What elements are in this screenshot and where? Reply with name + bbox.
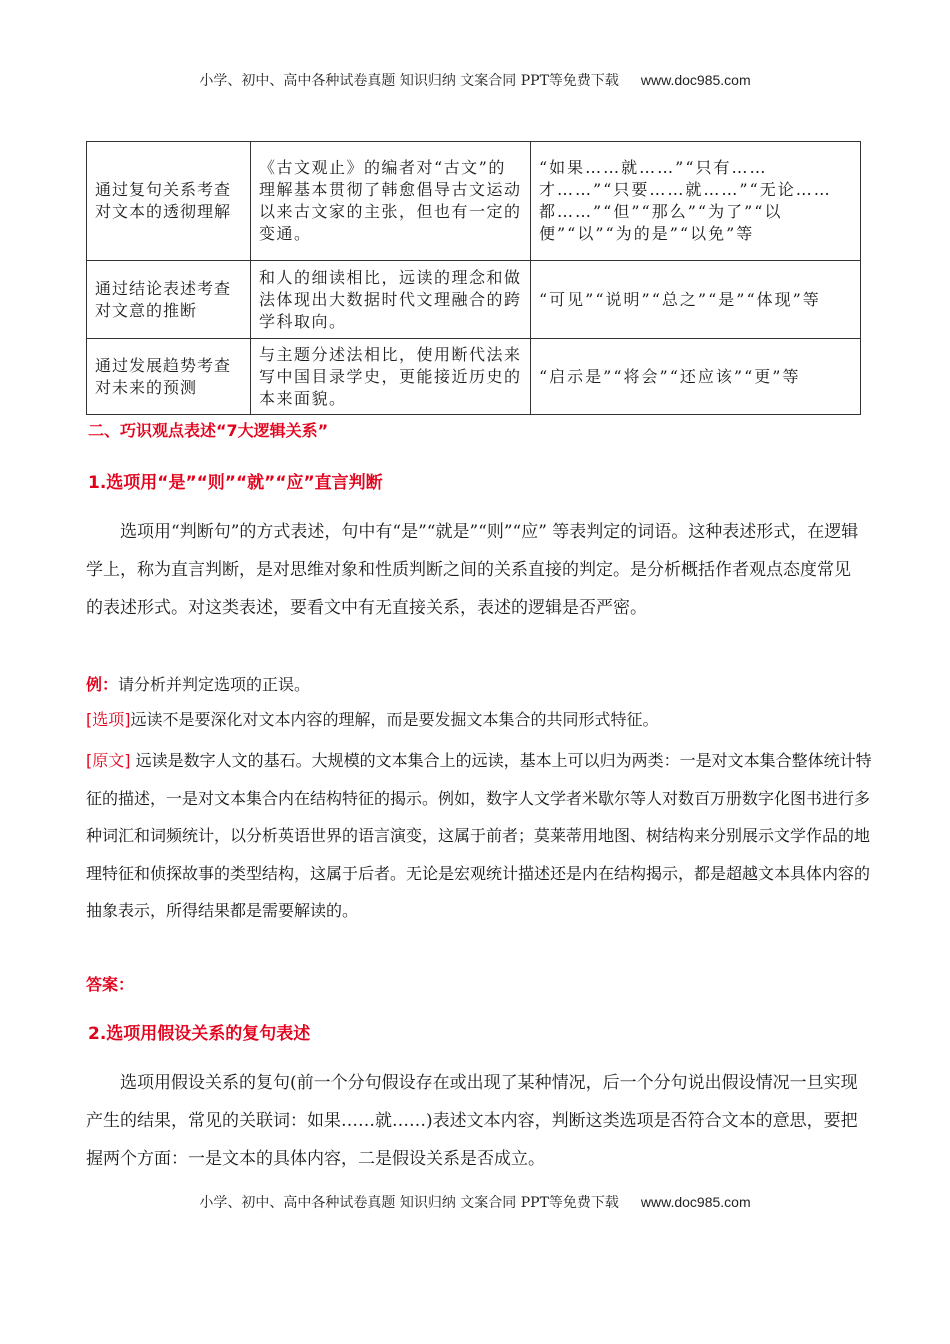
original-label: [原文] [86, 751, 131, 770]
item1-paragraph: 选项用“判断句”的方式表述，句中有“是”“就是”“则”“应” 等表判定的词语。这种表述形式，在逻辑学上，称为直言判断，是对思维对象和性质判断之间的关系直接的判定。是分析概括作者观点态度常见的表述形式。对这类表述，要看文中有无直接关系，表述的逻辑是否严密。 [86, 522, 859, 618]
table-cell: “启示是”“将会”“还应该”“更”等 [531, 339, 861, 415]
original-text-block [86, 742, 876, 930]
example-line [86, 672, 876, 695]
answer-line [86, 972, 876, 995]
table-cell: “可见”“说明”“总之”“是”“体现”等 [531, 261, 861, 339]
table-cell: 通过结论表述考查对文意的推断 [87, 261, 251, 339]
table-row [87, 142, 861, 261]
option-label: [选项] [86, 710, 131, 729]
section-heading: 二、巧识观点表述“7大逻辑关系” [88, 421, 329, 440]
page-header [0, 70, 950, 90]
table-cell: 与主题分述法相比，使用断代法来写中国目录学史，更能接近历史的本来面貌。 [251, 339, 531, 415]
expression-table [86, 141, 861, 415]
header-url[interactable]: www.doc985.com [640, 72, 751, 88]
footer-url[interactable]: www.doc985.com [640, 1194, 751, 1210]
footer-text: 小学、初中、高中各种试卷真题 知识归纳 文案合同 PPT等免费下载 [199, 1195, 619, 1211]
item1-heading: 1.选项用“是”“则”“就”“应”直言判断 [88, 473, 383, 493]
item2-paragraph: 选项用假设关系的复句(前一个分句假设存在或出现了某种情况，后一个分句说出假设情况一旦实现产生的结果，常见的关联词：如果……就……)表述文本内容，判断这类选项是否符合文本的意思，要把握两个方面：一是文本的具体内容，二是假设关系是否成立。 [86, 1073, 858, 1169]
example-label: 例： [86, 675, 119, 694]
item2-heading: 2.选项用假设关系的复句表述 [88, 1024, 311, 1044]
option-line [86, 707, 876, 730]
table-cell: 通过发展趋势考查对未来的预测 [87, 339, 251, 415]
table-cell: “如果……就……”“只有……才……”“只要……就……”“无论……都……”“但”“那么”“为了”“以便”“以”“为的是”“以免”等 [531, 142, 861, 261]
original-text: 远读是数字人文的基石。大规模的文本集合上的远读，基本上可以归为两类：一是对文本集合整体统计特征的描述，一是对文本集合内在结构特征的揭示。例如，数字人文学者米歇尔等人对数百万册数字化图书进行多种词汇和词频统计，以分析英语世界的语言演变，这属于前者；莫莱蒂用地图、树结构来分别展示文学作品的地理特征和侦探故事的类型结构，这属于后者。无论是宏观统计描述还是内在结构揭示，都是超越文本具体内容的抽象表示，所得结果都是需要解读的。 [86, 751, 872, 920]
page-footer [0, 1192, 950, 1212]
table-cell: 和人的细读相比，远读的理念和做法体现出大数据时代文理融合的跨学科取向。 [251, 261, 531, 339]
example-text: 请分析并判定选项的正误。 [118, 675, 311, 694]
table-row [87, 339, 861, 415]
answer-label: 答案： [86, 975, 135, 994]
table-cell: 《古文观止》的编者对“古文”的理解基本贯彻了韩愈倡导古文运动以来古文家的主张，但也有一定的变通。 [251, 142, 531, 261]
header-text: 小学、初中、高中各种试卷真题 知识归纳 文案合同 PPT等免费下载 [199, 73, 619, 89]
table-cell: 通过复句关系考查对文本的透彻理解 [87, 142, 251, 261]
option-text: 远读不是要深化对文本内容的理解，而是要发掘文本集合的共同形式特征。 [130, 710, 659, 729]
table-row [87, 261, 861, 339]
